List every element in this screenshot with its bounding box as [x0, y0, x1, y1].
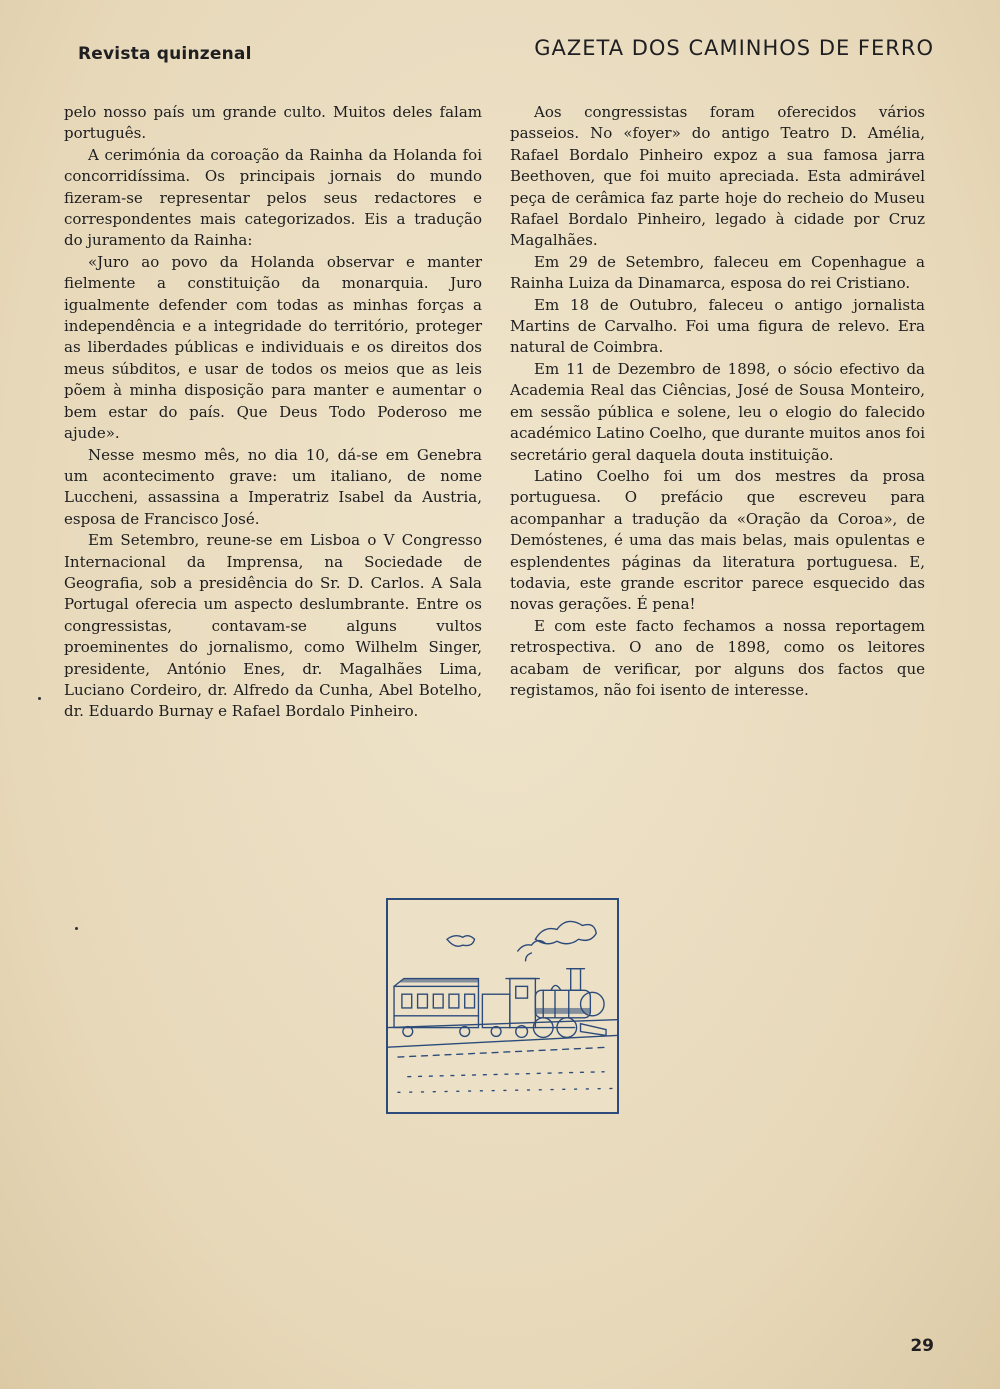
print-speck	[75, 927, 78, 930]
paragraph: E com este facto fechamos a nossa reportagem retrospectiva. O ano de 1898, como os leitores acabam de verificar, por alguns dos factos que registamos, não foi isento de interesse.	[510, 616, 925, 699]
print-speck	[38, 697, 41, 700]
paragraph: Em 29 de Setembro, faleceu em Copenhague a Rainha Luiza da Dinamarca, esposa do rei Cristiano.	[510, 252, 925, 293]
paragraph: pelo nosso país um grande culto. Muitos deles falam português.	[64, 103, 482, 143]
right-text-column	[510, 102, 925, 701]
train-icon	[388, 900, 617, 1112]
running-header-right: GAZETA DOS CAMINHOS DE FERRO	[534, 36, 934, 60]
paragraph: Latino Coelho foi um dos mestres da prosa portuguesa. O prefácio que escreveu para acompanhar a tradução da «Oração da Coroa», de Demóstenes, é uma das mais belas, mais opulentas e esplendentes páginas da literatura portuguesa. E, todavia, este grande escritor parece esquecido das novas gerações. É pena!	[510, 466, 925, 614]
steam-train-illustration	[386, 898, 619, 1114]
running-header-left: Revista quinzenal	[78, 44, 252, 64]
paragraph: Aos congressistas foram oferecidos vários passeios. No «foyer» do antigo Teatro D. Amélia, Rafael Bordalo Pinheiro expoz a sua famosa jarra Beethoven, que foi muito apreciada. Esta admirável peça de cerâmica faz parte hoje do recheio do Museu Rafael Bordalo Pinheiro, legado à cidade por Cruz Magalhães.	[510, 103, 925, 250]
left-text-column	[64, 102, 482, 723]
paragraph: Em 18 de Outubro, faleceu o antigo jornalista Martins de Carvalho. Foi uma figura de relevo. Era natural de Coimbra.	[510, 295, 925, 357]
page-number: 29	[910, 1336, 934, 1356]
paragraph: «Juro ao povo da Holanda observar e manter fielmente a constituição da monarquia. Juro igualmente defender com todas as minhas forças a independência e a integridade do território, proteger as liberdades públicas e individuais e os direitos dos meus súbditos, e usar de todos os meios que as leis põem à minha disposição para manter e aumentar o bem estar do país. Que Deus Todo Poderoso me ajude».	[64, 252, 482, 443]
paragraph: Nesse mesmo mês, no dia 10, dá-se em Genebra um acontecimento grave: um italiano, de nome Luccheni, assassina a Imperatriz Isabel da Austria, esposa de Francisco José.	[64, 445, 482, 528]
paragraph: Em Setembro, reune-se em Lisboa o V Congresso Internacional da Imprensa, na Sociedade de Geografia, sob a presidência do Sr. D. Carlos. A Sala Portugal oferecia um aspecto deslumbrante. Entre os congressistas, contavam-se alguns vultos proeminentes do jornalismo, como Wilhelm Singer, presidente, António Enes, dr. Magalhães Lima, Luciano Cordeiro, dr. Alfredo da Cunha, Abel Botelho, dr. Eduardo Burnay e Rafael Bordalo Pinheiro.	[64, 531, 482, 721]
paragraph: Em 11 de Dezembro de 1898, o sócio efectivo da Academia Real das Ciências, José de Sousa Monteiro, em sessão pública e solene, leu o elogio do falecido académico Latino Coelho, que durante muitos anos foi secretário geral daquela douta instituição.	[510, 359, 925, 464]
paragraph: A cerimónia da coroação da Rainha da Holanda foi concorridíssima. Os principais jornais do mundo fizeram-se representar pelos seus redactores e correspondentes mais categorizados. Eis a tradução do juramento da Rainha:	[64, 145, 482, 250]
